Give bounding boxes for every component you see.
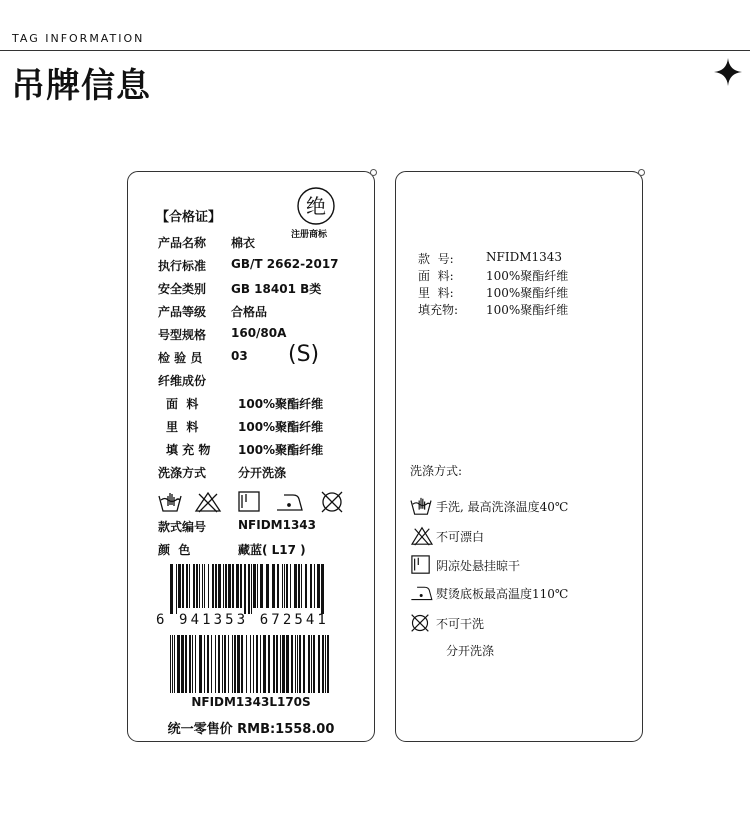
barcode-bar: [277, 564, 279, 608]
barcode-bar: [192, 635, 193, 693]
barcode-bar: [253, 635, 254, 693]
barcode-bar: [317, 564, 320, 608]
wash-value: 分开洗涤: [238, 466, 287, 480]
barcode-bar: [189, 564, 190, 608]
fiber-row-label: 面 料: [166, 397, 199, 411]
barcode-bar: [232, 564, 234, 608]
fiber-row-value: 100%聚酯纤维: [238, 397, 324, 411]
hand-wash-icon: [410, 496, 432, 516]
care-label-tag: [395, 171, 643, 742]
trademark-caption: 注册商标: [291, 230, 328, 240]
no-bleach-icon: [410, 526, 434, 546]
barcode-bar: [199, 635, 202, 693]
barcode-bar: [223, 564, 224, 608]
barcode-bar: [266, 564, 269, 608]
info-label: 里 料:: [418, 286, 454, 300]
care-text: 不可漂白: [436, 530, 485, 544]
fiber-row-label: 填 充 物: [166, 443, 211, 457]
barcode-bar: [314, 564, 315, 608]
no-bleach-icon: [196, 493, 220, 512]
line-dry-icon: [239, 492, 259, 511]
barcode-bar: [224, 635, 226, 693]
line-dry-shade-icon: [410, 555, 432, 575]
row-label: 执行标准: [158, 259, 207, 273]
barcode-bar: [273, 635, 275, 693]
iron-110-icon: [410, 584, 434, 602]
barcode-bar: [248, 564, 250, 614]
barcode-bar: [257, 564, 258, 608]
barcode-bar: [310, 564, 312, 608]
barcode-bar: [253, 564, 256, 608]
care-text: 阴凉处悬挂晾干: [436, 559, 521, 573]
barcode-bar: [297, 635, 298, 693]
barcode-digits: 6 941353 672541: [156, 612, 329, 628]
barcode-bar: [308, 635, 310, 693]
barcode-bar: [256, 635, 258, 693]
barcode-bar: [260, 635, 261, 693]
info-value: 100%聚酯纤维: [486, 286, 569, 300]
barcode-bar: [212, 564, 214, 608]
barcode-bar: [276, 635, 278, 693]
punch-hole: [370, 169, 377, 176]
barcode-bar: [305, 564, 307, 608]
barcode-bar: [236, 564, 239, 608]
barcode-bar: [251, 564, 252, 614]
barcode-bar: [246, 635, 247, 693]
size-mark: (S): [288, 342, 320, 367]
page-title: 吊牌信息: [11, 66, 151, 106]
barcode-bar: [282, 635, 285, 693]
hand-wash-icon: [159, 493, 181, 511]
barcode-bar: [299, 635, 301, 693]
info-label: 填充物:: [418, 303, 459, 317]
barcode-bar: [232, 635, 233, 693]
barcode-bar: [260, 564, 263, 608]
row-label: 号型规格: [158, 328, 207, 342]
color-label: 颜 色: [158, 543, 191, 557]
care-text: 不可干洗: [436, 617, 485, 631]
style-value: NFIDM1343: [238, 518, 317, 532]
barcode-bar: [195, 635, 196, 693]
care-text: 手洗, 最高洗涤温度40℃: [436, 500, 569, 514]
barcode-bar: [322, 635, 324, 693]
barcode-bar: [294, 564, 297, 608]
info-label: 面 料:: [418, 269, 454, 283]
barcode-bar: [313, 635, 315, 693]
barcode-bar: [218, 564, 221, 608]
barcode-bar: [208, 564, 209, 608]
barcode-bar: [215, 635, 216, 693]
wash-label: 洗涤方式: [158, 466, 207, 480]
header-divider: [0, 50, 750, 51]
barcode-bar: [327, 635, 329, 693]
barcode-bar: [202, 564, 203, 608]
certificate-title: 【合格证】: [156, 210, 222, 225]
barcode-bar: [298, 564, 300, 608]
barcode-bar: [228, 564, 231, 608]
info-value: 100%聚酯纤维: [486, 303, 569, 317]
barcode-bar: [234, 635, 236, 693]
barcode-bar: [295, 635, 296, 693]
no-dry-clean-icon: [410, 613, 430, 633]
fiber-row-value: 100%聚酯纤维: [238, 420, 324, 434]
barcode-bar: [186, 564, 188, 608]
row-label: 检 验 员: [158, 351, 203, 365]
row-value: 160/80A: [231, 326, 287, 340]
info-value: NFIDM1343: [486, 250, 563, 264]
row-label: 安全类别: [158, 282, 207, 296]
barcode-bar: [244, 564, 246, 614]
barcode-bar: [172, 635, 173, 693]
barcode-bar: [286, 564, 288, 608]
barcode-bar: [177, 635, 180, 693]
row-value: 合格品: [231, 305, 268, 319]
barcode-bar: [174, 635, 175, 693]
care-symbols: [158, 490, 348, 514]
barcode-bar: [272, 564, 275, 608]
row-label: 产品名称: [158, 236, 207, 250]
barcode-bar: [204, 635, 205, 693]
care-text: 熨烫底板最高温度110℃: [436, 587, 569, 601]
barcode-bar: [199, 564, 200, 608]
barcode-bar: [263, 635, 266, 693]
barcode-bar: [207, 635, 209, 693]
barcode-bar: [178, 564, 181, 608]
barcode-bar: [181, 635, 184, 693]
barcode-bar: [268, 635, 270, 693]
barcode-bar: [185, 635, 187, 693]
barcode-bar: [189, 635, 191, 693]
punch-hole: [638, 169, 645, 176]
sku-barcode: [170, 635, 330, 693]
fiber-label: 纤维成份: [158, 374, 207, 388]
barcode-bar: [193, 564, 195, 608]
barcode-bar: [286, 635, 289, 693]
barcode-bar: [176, 564, 177, 614]
barcode-bar: [241, 635, 243, 693]
barcode-bar: [250, 635, 251, 693]
barcode-bar: [182, 564, 184, 608]
barcode-bar: [237, 635, 240, 693]
row-label: 产品等级: [158, 305, 207, 319]
sku-code: NFIDM1343L170S: [191, 695, 311, 709]
barcode-bar: [318, 635, 320, 693]
fiber-row-value: 100%聚酯纤维: [238, 443, 324, 457]
row-value: 03: [231, 349, 248, 363]
barcode-bar: [280, 635, 281, 693]
retail-price: 统一零售价 RMB:1558.00: [167, 722, 335, 737]
barcode-bar: [215, 564, 217, 608]
barcode-bar: [228, 635, 229, 693]
row-value: 棉衣: [231, 236, 256, 250]
header-english-title: TAG INFORMATION: [12, 32, 145, 45]
row-value: GB 18401 B类: [231, 282, 322, 296]
barcode-bar: [311, 635, 312, 693]
fiber-row-label: 里 料: [166, 420, 199, 434]
svg-text:绝: 绝: [306, 194, 326, 218]
barcode-bar: [225, 564, 227, 608]
barcode-bar: [204, 564, 205, 608]
brand-logo-icon: [296, 186, 336, 226]
wash-title: 洗涤方式:: [410, 464, 463, 478]
color-value: 藏蓝( L17 ): [238, 543, 306, 557]
barcode-bar: [301, 564, 302, 608]
barcode-bar: [291, 635, 293, 693]
barcode-bar: [321, 564, 324, 614]
barcode-bar: [170, 635, 171, 693]
barcode-bar: [303, 635, 305, 693]
style-label: 款式编号: [158, 520, 207, 534]
barcode-bar: [282, 564, 283, 608]
info-value: 100%聚酯纤维: [486, 269, 569, 283]
iron-icon: [277, 495, 302, 510]
barcode-bar: [284, 564, 285, 608]
info-label: 款 号:: [418, 252, 454, 266]
barcode-bar: [222, 635, 223, 693]
barcode-bar: [240, 564, 242, 608]
ean-barcode: [170, 564, 325, 614]
care-extra: 分开洗涤: [446, 644, 495, 658]
row-value: GB/T 2662-2017: [231, 257, 339, 271]
barcode-bar: [218, 635, 220, 693]
barcode-bar: [325, 635, 326, 693]
barcode-bar: [196, 564, 198, 608]
barcode-bar: [211, 635, 212, 693]
barcode-bar: [290, 564, 291, 608]
certificate-tag: [127, 171, 375, 742]
barcode-bar: [170, 564, 173, 614]
no-dry-clean-icon: [322, 492, 342, 512]
sparkle-icon: [713, 57, 743, 87]
